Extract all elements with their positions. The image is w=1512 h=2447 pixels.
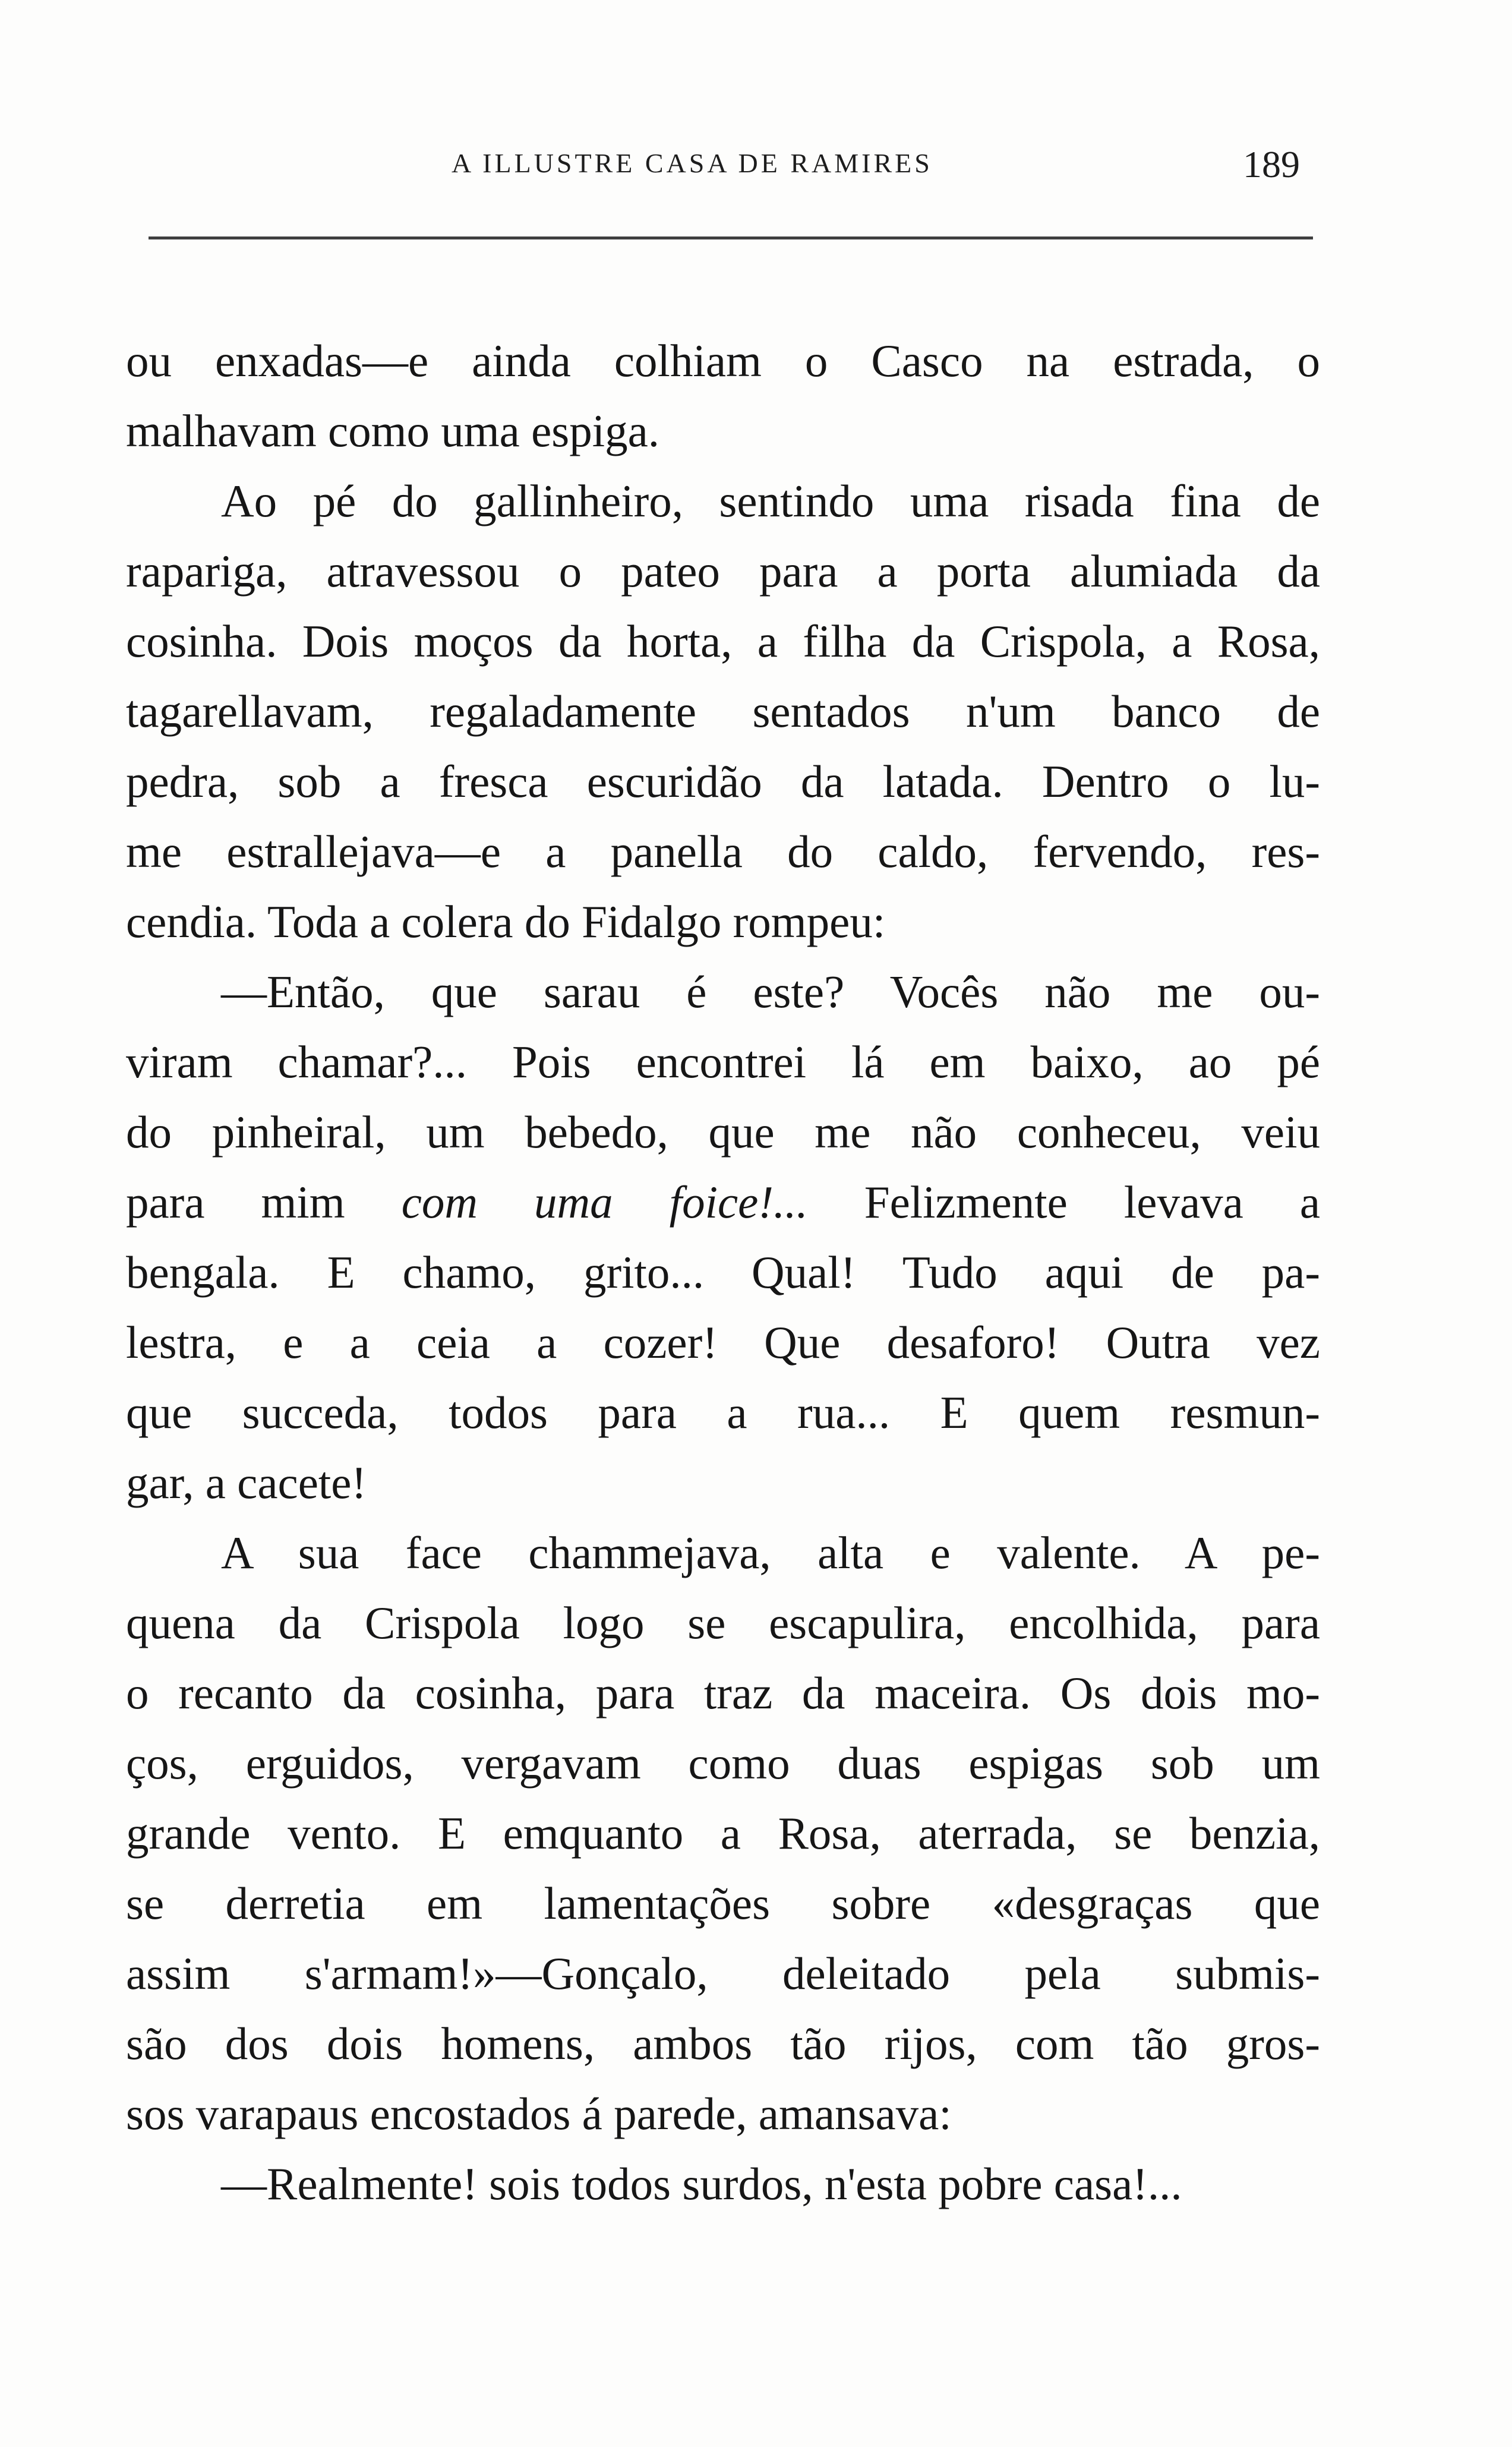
text-line-with-italic (126, 1167, 1320, 1237)
text-line: são dos dois homens, ambos tão rijos, com tão gros- (126, 2018, 1320, 2069)
text-line: sos varapaus encostados á parede, amansava: (126, 2088, 952, 2139)
page-number: 189 (1243, 143, 1300, 185)
text-line: do pinheiral, um bebedo, que me não conheceu, veiu (126, 1106, 1320, 1158)
text-line: ou enxadas—e ainda colhiam o Casco na estrada, o (126, 335, 1320, 386)
text-line: assim s'armam!»—Gonçalo, deleitado pela submis- (126, 1948, 1320, 1999)
header-rule (149, 236, 1313, 239)
text-line: rapariga, atravessou o pateo para a porta alumiada da (126, 545, 1320, 597)
text-line: se derretia em lamentações sobre «desgraças que (126, 1878, 1320, 1929)
text-line: pedra, sob a fresca escuridão da latada. Dentro o lu- (126, 756, 1320, 807)
text-line: cendia. Toda a colera do Fidalgo rompeu: (126, 896, 886, 947)
text-line: que succeda, todos para a rua... E quem resmun- (126, 1387, 1320, 1438)
text-line: me estrallejava—e a panella do caldo, fervendo, res- (126, 826, 1320, 877)
text-line: —Então, que sarau é este? Vocês não me ou- (221, 966, 1320, 1017)
text-line: cosinha. Dois moços da horta, a filha da Crispola, a Rosa, (126, 616, 1320, 667)
text-line: quena da Crispola logo se escapulira, encolhida, para (126, 1597, 1320, 1648)
text-segment: Felizmente levava a (807, 1177, 1320, 1228)
text-line: o recanto da cosinha, para traz da maceira. Os dois mo- (126, 1667, 1320, 1718)
text-line: bengala. E chamo, grito... Qual! Tudo aqui de pa- (126, 1247, 1320, 1298)
running-title: A ILLUSTRE CASA DE RAMIRES (452, 148, 933, 178)
text-line: Ao pé do gallinheiro, sentindo uma risada fina de (221, 475, 1320, 526)
text-line: gar, a cacete! (126, 1457, 367, 1508)
text-line: ços, erguidos, vergavam como duas espigas sob um (126, 1738, 1320, 1789)
text-line: tagarellavam, regaladamente sentados n'um banco de (126, 686, 1320, 737)
text-segment: para mim (126, 1177, 402, 1228)
text-line: viram chamar?... Pois encontrei lá em baixo, ao pé (126, 1036, 1320, 1087)
text-line: grande vento. E emquanto a Rosa, aterrada, se benzia, (126, 1808, 1320, 1859)
italic-phrase: com uma foice!... (401, 1177, 808, 1228)
text-line: lestra, e a ceia a cozer! Que desaforo! Outra vez (126, 1317, 1320, 1368)
text-line: —Realmente! sois todos surdos, n'esta pobre casa!... (221, 2158, 1182, 2209)
text-line: malhavam como uma espiga. (126, 405, 660, 456)
text-line: A sua face chammejava, alta e valente. A pe- (221, 1527, 1320, 1578)
